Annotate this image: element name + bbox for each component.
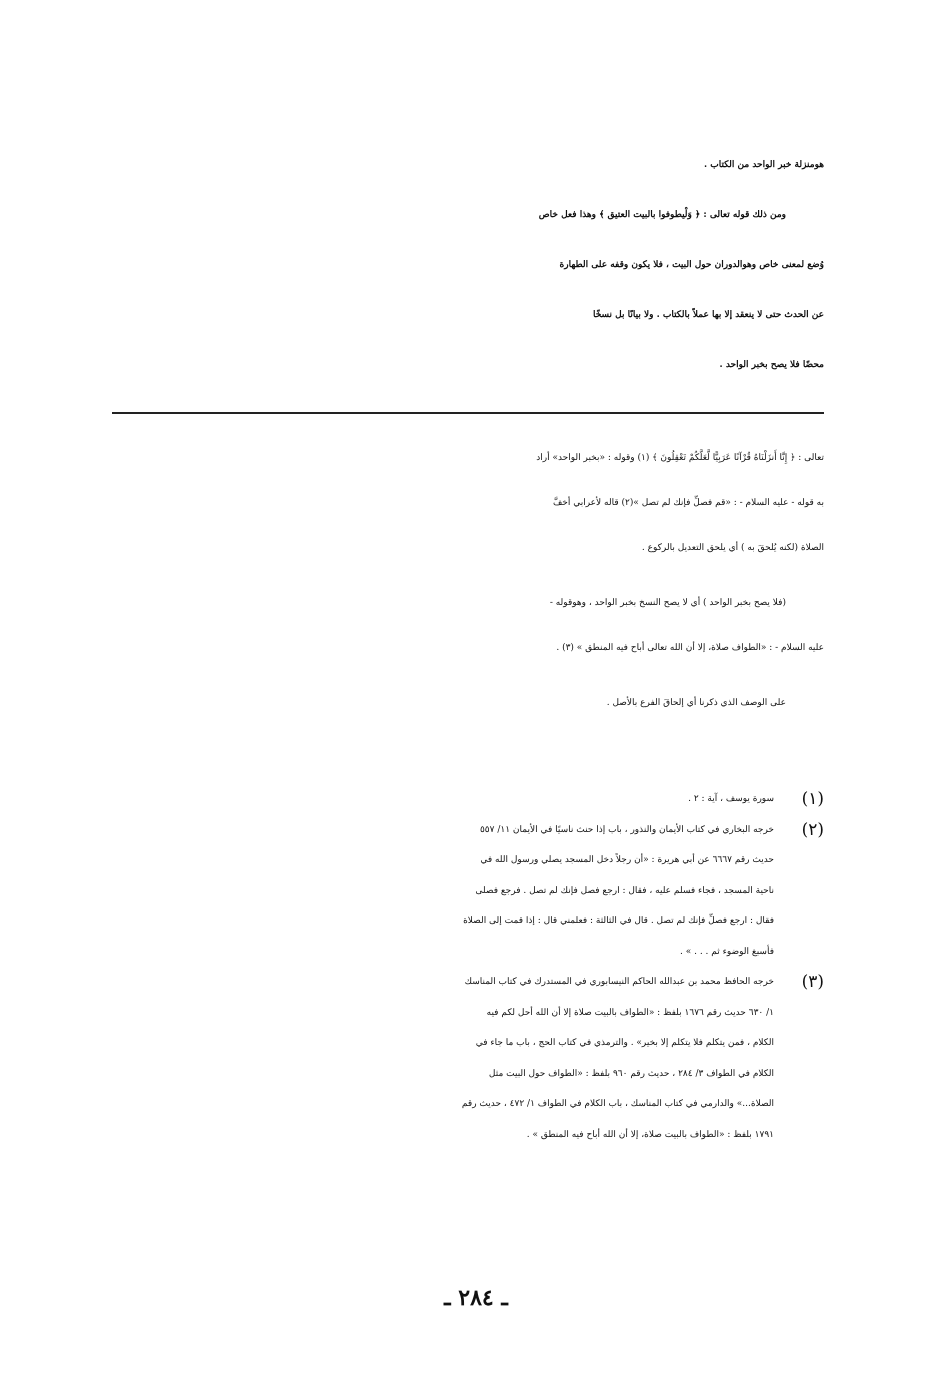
- commentary-line: تعالى : ﴿ إِنَّا أَنزَلْنَاهُ قُرْآنًا عَرَبِيًّا لَّعَلَّكُمْ تَعْقِلُونَ ﴾ (١) وقوله : «بخبر الواحد» أراد: [536, 453, 824, 463]
- footnote-number: (٣): [801, 972, 824, 992]
- footnote-line: الكلام ، فمن يتكلم فلا يتكلم إلا بخير» . والترمذي في كتاب الحج ، باب ما جاء في: [475, 1038, 774, 1048]
- footnote-line: خرجه الحافظ محمد بن عبدالله الحاكم النيسابوري في المستدرك في كتاب المناسك: [464, 977, 774, 987]
- page-number: ـ ٢٨٤ ـ: [444, 1285, 508, 1311]
- paragraph-gap: [112, 671, 824, 681]
- main-text-block: [110, 140, 824, 390]
- section-divider: [112, 412, 824, 414]
- footnote-line: سورة يوسف ، آية : ٢ .: [688, 794, 774, 804]
- main-text-line: وُضع لمعنى خاص وهوالدوران حول البيت ، فلا يكون وقفه على الطهارة: [559, 260, 824, 270]
- main-text-line: عن الحدث حتى لا ينعقد إلا بها عملاً بالكتاب . ولا بيانًا بل نسخًا: [592, 310, 824, 320]
- main-text-line: ومن ذلك قوله تعالى : ﴿ وَلْيطوفوا بالبيت العتيق ﴾ وهذا فعل خاص: [538, 210, 786, 220]
- footnote-line: ١/ ٦٣٠ حديث رقم ١٦٧٦ بلفظ : «الطواف بالبيت صلاة إلا أن الله أحل لكم فيه: [486, 1007, 774, 1018]
- footnote-line: ١٧٩١ بلفظ : «الطواف بالبيت صلاة، إلا أن الله أباح فيه المنطق » .: [526, 1129, 774, 1140]
- commentary-line: به قوله - عليه السلام - : «قم فصلِّ فإنك لم تصل »(٢) قاله لأعرابي أخفَّ: [552, 498, 824, 508]
- footnote-line: الصلاة...» والدارمي في كتاب المناسك ، باب الكلام في الطواف ١/ ٤٧٢ ، حديث رقم: [461, 1099, 774, 1109]
- footnote-line: الكلام في الطواف ٣/ ٢٨٤ ، حديث رقم ٩٦٠ بلفظ : «الطواف حول البيت مثل: [488, 1068, 774, 1079]
- main-text-line: هومنزلة خبر الواحد من الكتاب .: [703, 160, 824, 170]
- footnote-line: خرجه البخاري في كتاب الأيمان والنذور ، باب إذا حنث ناسيًا في الأيمان ١١/ ٥٥٧: [479, 824, 774, 835]
- commentary-line: على الوصف الذي ذكرنا أي إلحاقَ الفرع بالأصل .: [606, 698, 786, 708]
- commentary-block: [112, 436, 824, 726]
- commentary-line: (فلا يصح بخبر الواحد ) أي لا يصح النسخ بخبر الواحد ، وهوقوله -: [549, 598, 786, 608]
- paragraph-gap: [112, 571, 824, 581]
- footnote-1: [128, 784, 824, 815]
- footnote-line: فقال : ارجع فصلِّ فإنك لم تصل . قال في الثالثة : فعلمني قال : إذا قمت إلى الصلاة: [463, 916, 774, 926]
- main-text-line: محضًا فلا يصح بخبر الواحد .: [719, 360, 824, 370]
- footnote-2: [128, 815, 824, 968]
- commentary-line: الصلاة (لكنه يُلحقَ به ) أي يلحق التعديل بالركوع .: [641, 543, 824, 553]
- footnote-line: فأسبغ الوضوء ثم . . . » .: [680, 946, 774, 957]
- footnote-3: [128, 967, 824, 1150]
- footnotes: [128, 784, 824, 1150]
- commentary-line: عليه السلام - : «الطواف صلاة، إلا أن الله تعالى أباح فيه المنطق » (٣) .: [556, 643, 824, 653]
- footnote-line: ناحية المسجد ، فجاء فسلم عليه ، فقال : ارجع فصل فإنك لم تصل . فرجع فصلى: [475, 885, 774, 896]
- footnote-number: (١): [801, 789, 824, 809]
- footnote-line: حديث رقم ٦٦٦٧ عن أبي هريرة : «أن رجلاً دخل المسجد يصلي ورسول الله في: [480, 855, 774, 865]
- footnote-number: (٢): [801, 819, 824, 840]
